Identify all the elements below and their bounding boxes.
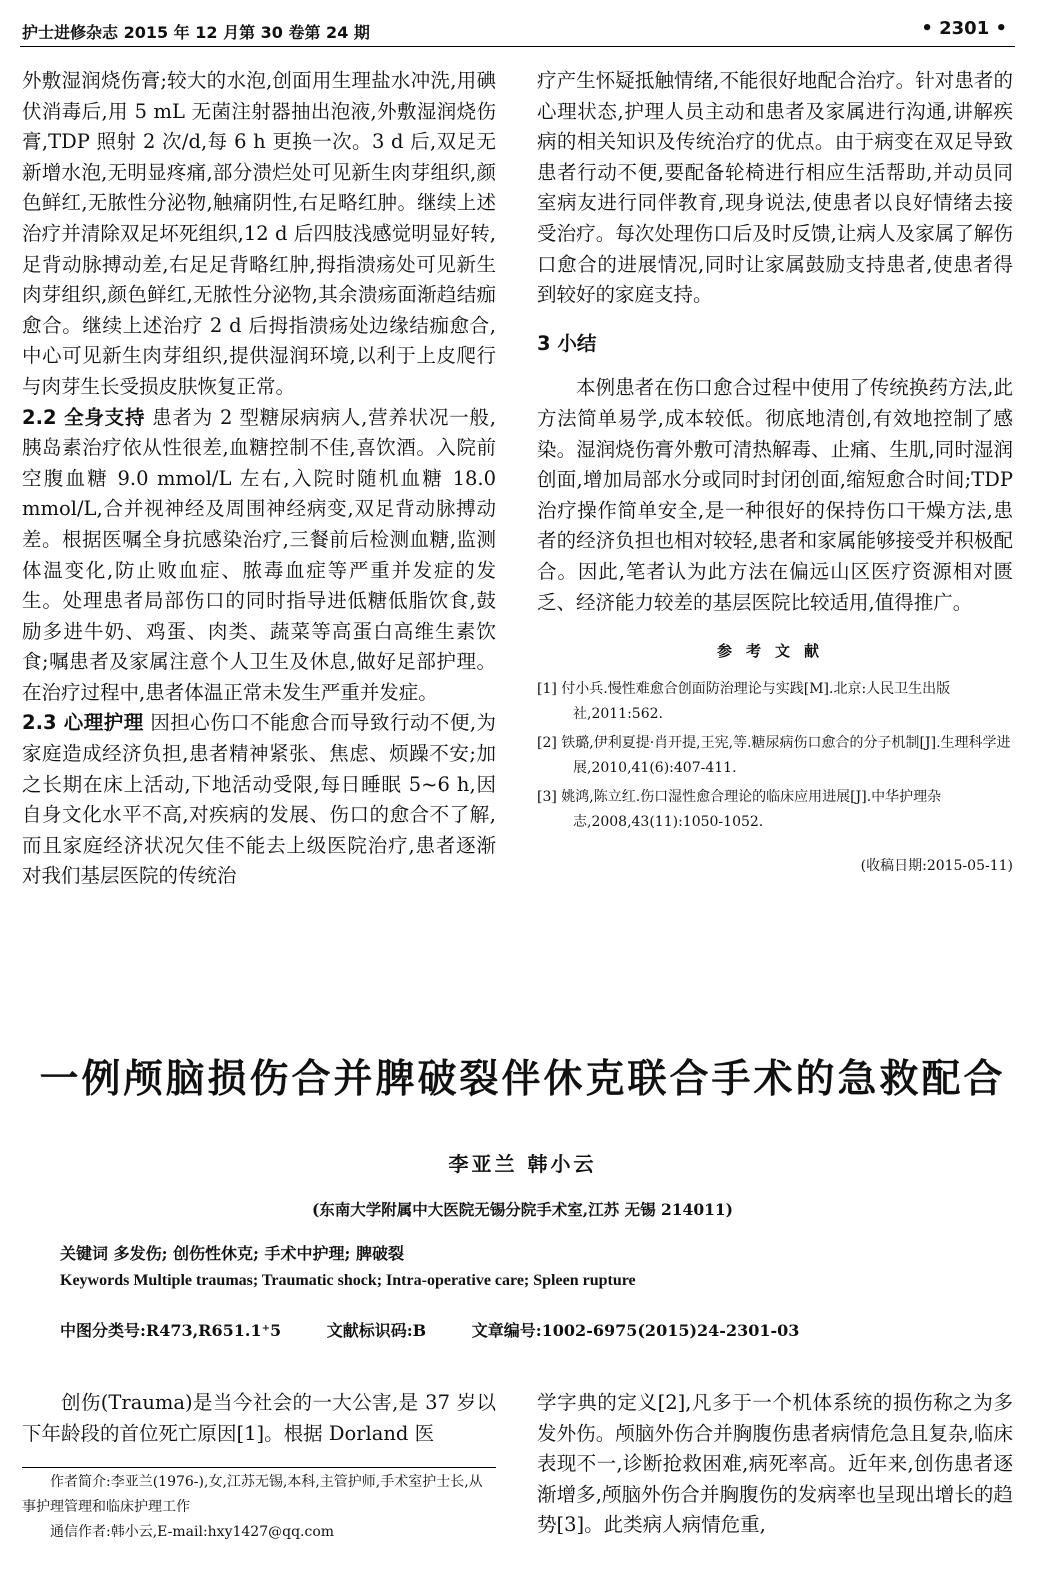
paragraph: 患者为 2 型糖尿病病人,营养状况一般,胰岛素治疗依从性很差,血糖控制不佳,喜饮酒。入院前空腹血糖 9.0 mmol/L 左右,入院时随机血糖 18.0 mmol/L,合并视神经及周围神经病变,双足背动脉搏动差。根据医嘱全身抗感染治疗,三餐前后检测血糖,监测体温变化,防止败血症、脓毒血症等严重并发症的发生。处理患者局部伤口的同时指导进低糖低脂饮食,鼓励多进牛奶、鸡蛋、肉类、蔬菜等高蛋白高维生素饮食;嘱患者及家属注意个人卫生及休息,做好足部护理。在治疗过程中,患者体温正常未发生严重并发症。 [22,405,496,704]
intro-left: 创伤(Trauma)是当今社会的一大公害,是 37 岁以下年龄段的首位死亡原因[1]。根据 Dorland 医 [22,1391,496,1445]
left-column [22,66,496,892]
right-column [537,66,1013,881]
affiliation: (东南大学附属中大医院无锡分院手术室,江苏 无锡 214011) [311,1200,734,1219]
document-code: 文献标识码:B [326,1321,427,1340]
section-2-3 [22,708,496,892]
paragraph: 本例患者在伤口愈合过程中使用了传统换药方法,此方法简单易学,成本较低。彻底地清创,有效地控制了感染。湿润烧伤膏外敷可清热解毒、止痛、生肌,同时湿润创面,增加局部水分或同时封闭创面,缩短愈合时间;TDP 治疗操作简单安全,是一种很好的保持伤口干燥方法,患者的经济负担也相对较轻,患者和家属能够接受并积极配合。因此,笔者认为此方法在偏远山区医疗资源相对匮乏、经济能力较差的基层医院比较适用,值得推广。 [537,376,1013,614]
reference-item: [2] 铁璐,伊利夏提·肖开提,王宪,等.糖尿病伤口愈合的分子机制[J].生理科学进展,2010,41(6):407-411. [537,734,1011,776]
paragraph: 疗产生怀疑抵触情绪,不能很好地配合治疗。针对患者的心理状态,护理人员主动和患者及家属进行沟通,讲解疾病的相关知识及传统治疗的优点。由于病变在双足导致患者行动不便,要配备轮椅进行相应生活帮助,并动员同室病友进行同伴教育,现身说法,使患者以良好情绪去接受治疗。每次处理伤口后及时反馈,让病人及家属了解伤口愈合的进展情况,同时让家属鼓励支持患者,使患者得到较好的家庭支持。 [537,69,1013,307]
header-rule [20,46,1015,47]
keywords-en: Keywords Multiple traumas; Traumatic shock; Intra-operative care; Spleen rupture [60,1272,636,1289]
article-title: 一例颅脑损伤合并脾破裂伴休克联合手术的急救配合 [39,1057,1006,1102]
section-2-2 [22,403,496,709]
page-number: • 2301 • [921,18,1007,39]
authors: 李亚兰 韩小云 [448,1152,597,1176]
article-number: 文章编号:1002-6975(2015)24-2301-03 [471,1321,800,1340]
section-heading: 3 小结 [537,331,597,355]
classification-line [60,1318,839,1341]
footnote-rule [22,1467,496,1468]
reference-item: [1] 付小兵.慢性难愈合创面防治理论与实践[M].北京:人民卫生出版社,2011:562. [537,680,951,722]
received-date: (收稿日期:2015-05-11) [860,857,1013,874]
section-heading: 2.3 心理护理 [22,711,144,735]
paragraph: 因担心伤口不能愈合而导致行动不便,为家庭造成经济负担,患者精神紧张、焦虑、烦躁不安;加之长期在床上活动,下地活动受限,每日睡眠 5~6 h,因自身文化水平不高,对疾病的发展、伤口的愈合不了解,而且家庭经济状况欠佳不能去上级医院治疗,患者逐渐对我们基层医院的传统治 [22,711,496,888]
references-title: 参考文献 [716,642,833,661]
author-footnote: 作者简介:李亚兰(1976-),女,江苏无锡,本科,主管护师,手术室护士长,从事护理管理和临床护理工作 [22,1474,483,1515]
intro-right: 学字典的定义[2],凡多于一个机体系统的损伤称之为多发外伤。颅脑外伤合并胸腹伤患者病情危急且复杂,临床表现不一,诊断抢救困难,病死率高。近年来,创伤患者逐渐增多,颅脑外伤合并胸腹伤的发病率也呈现出增长的趋势[3]。此类病人病情危重, [537,1391,1013,1537]
paragraph: 外敷湿润烧伤膏;较大的水泡,创面用生理盐水冲洗,用碘伏消毒后,用 5 mL 无菌注射器抽出泡液,外敷湿润烧伤膏,TDP 照射 2 次/d,每 6 h 更换一次。3 d 后,双足无新增水泡,无明显疼痛,部分溃烂处可见新生肉芽组织,颜色鲜红,无脓性分泌物,触痛阴性,右足略红肿。继续上述治疗并清除双足坏死组织,12 d 后四肢浅感觉明显好转,足背动脉搏动差,右足足背略红肿,拇指溃疡处可见新生肉芽组织,颜色鲜红,无脓性分泌物,其余溃疡面渐趋结痂愈合。继续上述治疗 2 d 后拇指溃疡处边缘结痂愈合,中心可见新生肉芽组织,提供湿润环境,以利于上皮爬行与肉芽生长受损皮肤恢复正常。 [22,69,496,398]
correspondence-footnote: 通信作者:韩小云,E-mail:hxy1427@qq.com [50,1524,335,1540]
section-heading: 2.2 全身支持 [22,405,146,429]
clc-number: 中图分类号:R473,R651.1⁺5 [60,1321,282,1340]
reference-item: [3] 姚鸿,陈立红.伤口湿性愈合理论的临床应用进展[J].中华护理杂志,2008,43(11):1050-1052. [537,788,942,830]
keywords-cn: 关键词 多发伤; 创伤性休克; 手术中护理; 脾破裂 [60,1244,405,1263]
running-header: 护士进修杂志 2015 年 12 月第 30 卷第 24 期 [22,23,370,42]
